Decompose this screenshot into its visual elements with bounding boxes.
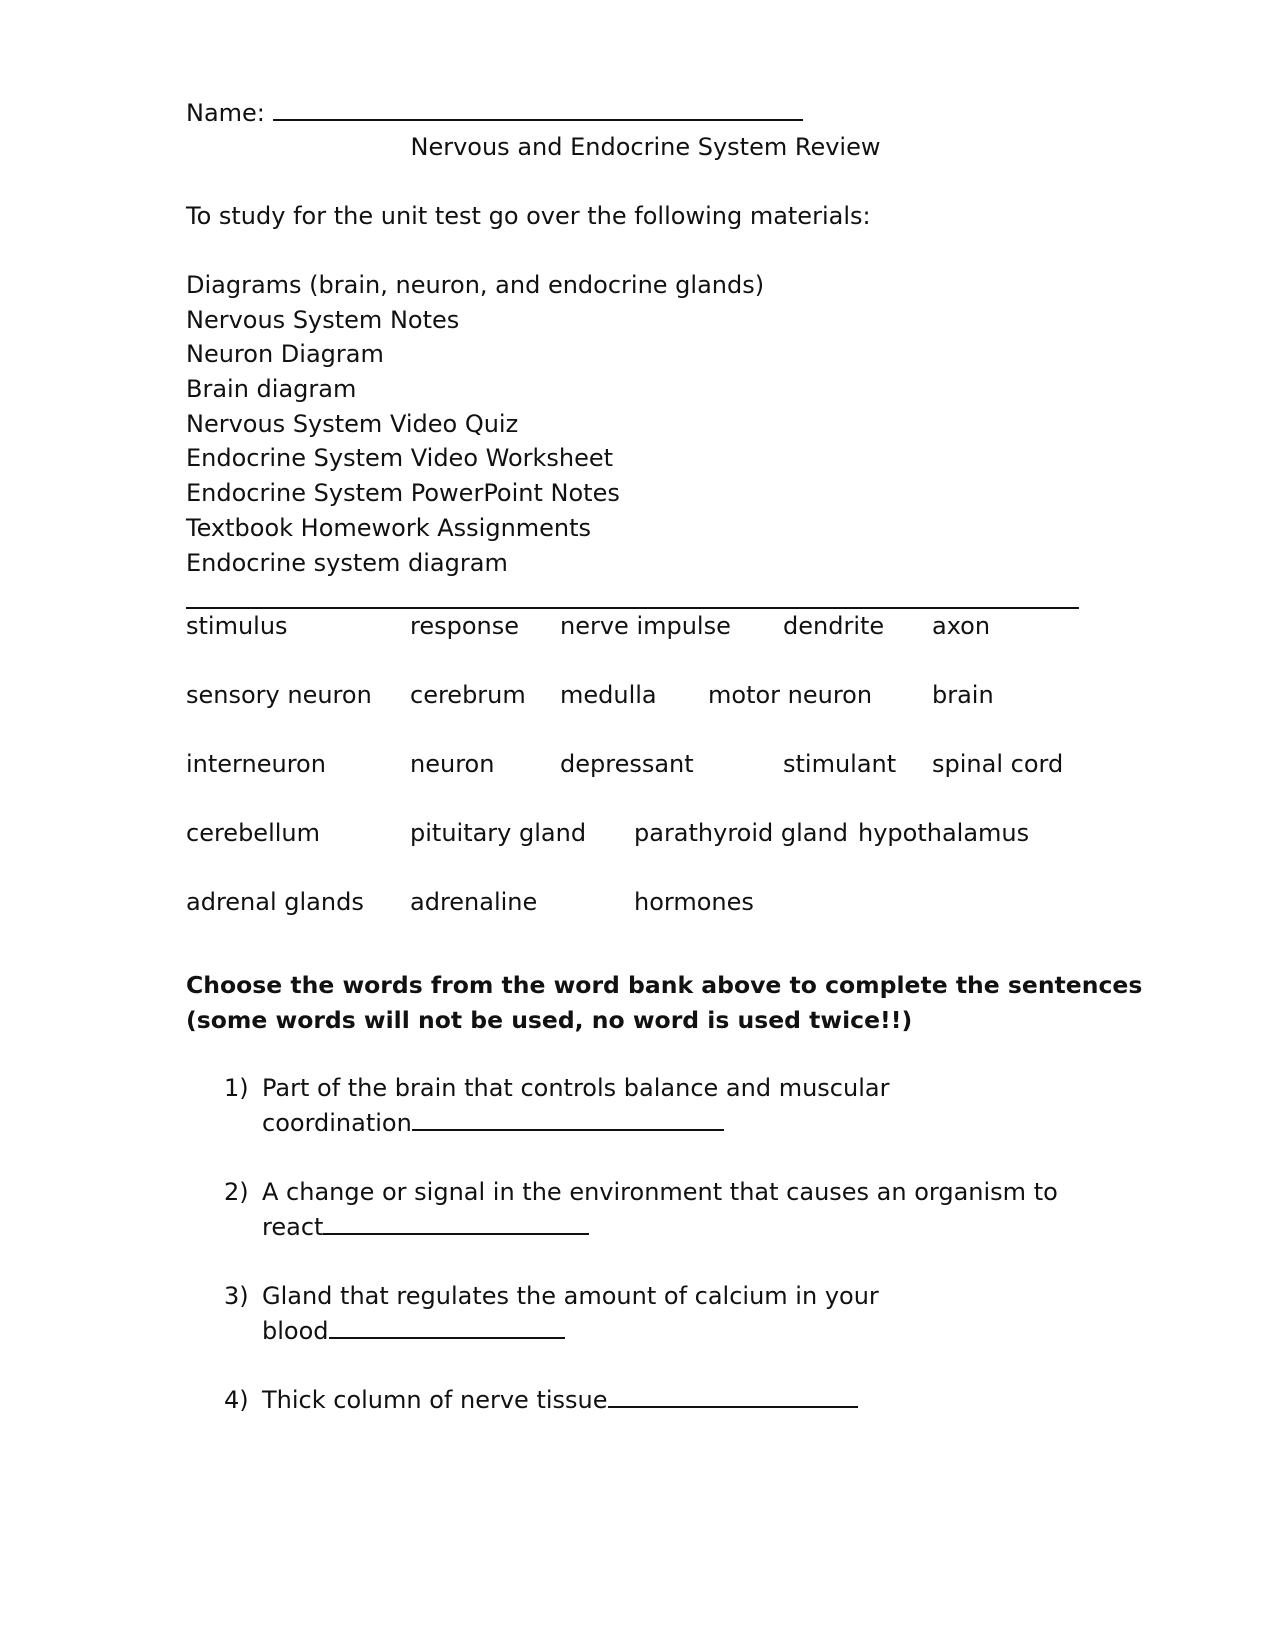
word-bank-term: stimulus [186,612,288,640]
word-bank-term: stimulant [783,750,897,778]
word-bank-term: sensory neuron [186,681,372,709]
question-text: A change or signal in the environment that causes an organism to [262,1178,1058,1206]
list-item: Neuron Diagram [186,340,384,369]
name-label: Name: [186,99,265,127]
word-bank-term: axon [932,612,991,640]
answer-blank[interactable] [412,1107,724,1131]
name-blank[interactable] [273,97,803,121]
word-bank-term: nerve impulse [560,612,731,640]
question-number: 1) [224,1074,249,1102]
question-text: Thick column of nerve tissue [262,1386,608,1414]
question-number: 2) [224,1178,249,1206]
name-row [186,97,803,128]
materials-list [186,270,764,582]
word-bank-term: pituitary gland [410,819,587,847]
word-bank-term: brain [932,681,994,709]
list-item: Endocrine system diagram [186,548,508,577]
answer-blank[interactable] [608,1384,858,1408]
question-text: react [262,1213,324,1241]
question-number: 3) [224,1282,249,1310]
list-item: Textbook Homework Assignments [186,513,592,542]
instructions [186,968,1142,1038]
question-number: 4) [224,1386,249,1414]
question-text: Part of the brain that controls balance and muscular [262,1074,890,1102]
word-bank-term: neuron [410,750,495,778]
section-divider [186,607,1079,609]
list-item: Diagrams (brain, neuron, and endocrine glands) [186,271,765,299]
list-item: Endocrine System PowerPoint Notes [186,479,620,508]
instructions-line: (some words will not be used, no word is used twice!!) [186,1006,913,1034]
list-item: Nervous System Video Quiz [186,409,519,438]
word-bank-term: dendrite [783,612,885,640]
word-bank-term: depressant [560,750,694,778]
word-bank-term: interneuron [186,750,326,778]
question-text: blood [262,1317,329,1345]
list-item: Endocrine System Video Worksheet [186,444,614,473]
word-bank-term: adrenaline [410,888,538,916]
word-bank-term: medulla [560,681,657,709]
intro-text: To study for the unit test go over the following materials: [186,202,871,230]
list-item: Nervous System Notes [186,305,460,334]
page-title [0,132,1275,162]
word-bank-term: hormones [634,888,754,916]
word-bank-term: parathyroid gland [634,819,848,847]
word-bank-term: hypothalamus [858,819,1030,847]
question-text: coordination [262,1109,412,1137]
answer-blank[interactable] [323,1211,589,1235]
list-item: Brain diagram [186,375,357,404]
word-bank-term: motor neuron [708,681,873,709]
page-title-text: Nervous and Endocrine System Review [410,133,881,161]
word-bank-term: spinal cord [932,750,1064,778]
instructions-line: Choose the words from the word bank above to complete the sentences [186,971,1143,999]
word-bank-term: adrenal glands [186,888,364,916]
answer-blank[interactable] [329,1315,565,1339]
word-bank-term: cerebellum [186,819,320,847]
word-bank-term: response [410,612,520,640]
question-text: Gland that regulates the amount of calcium in your [262,1282,879,1310]
word-bank-term: cerebrum [410,681,526,709]
